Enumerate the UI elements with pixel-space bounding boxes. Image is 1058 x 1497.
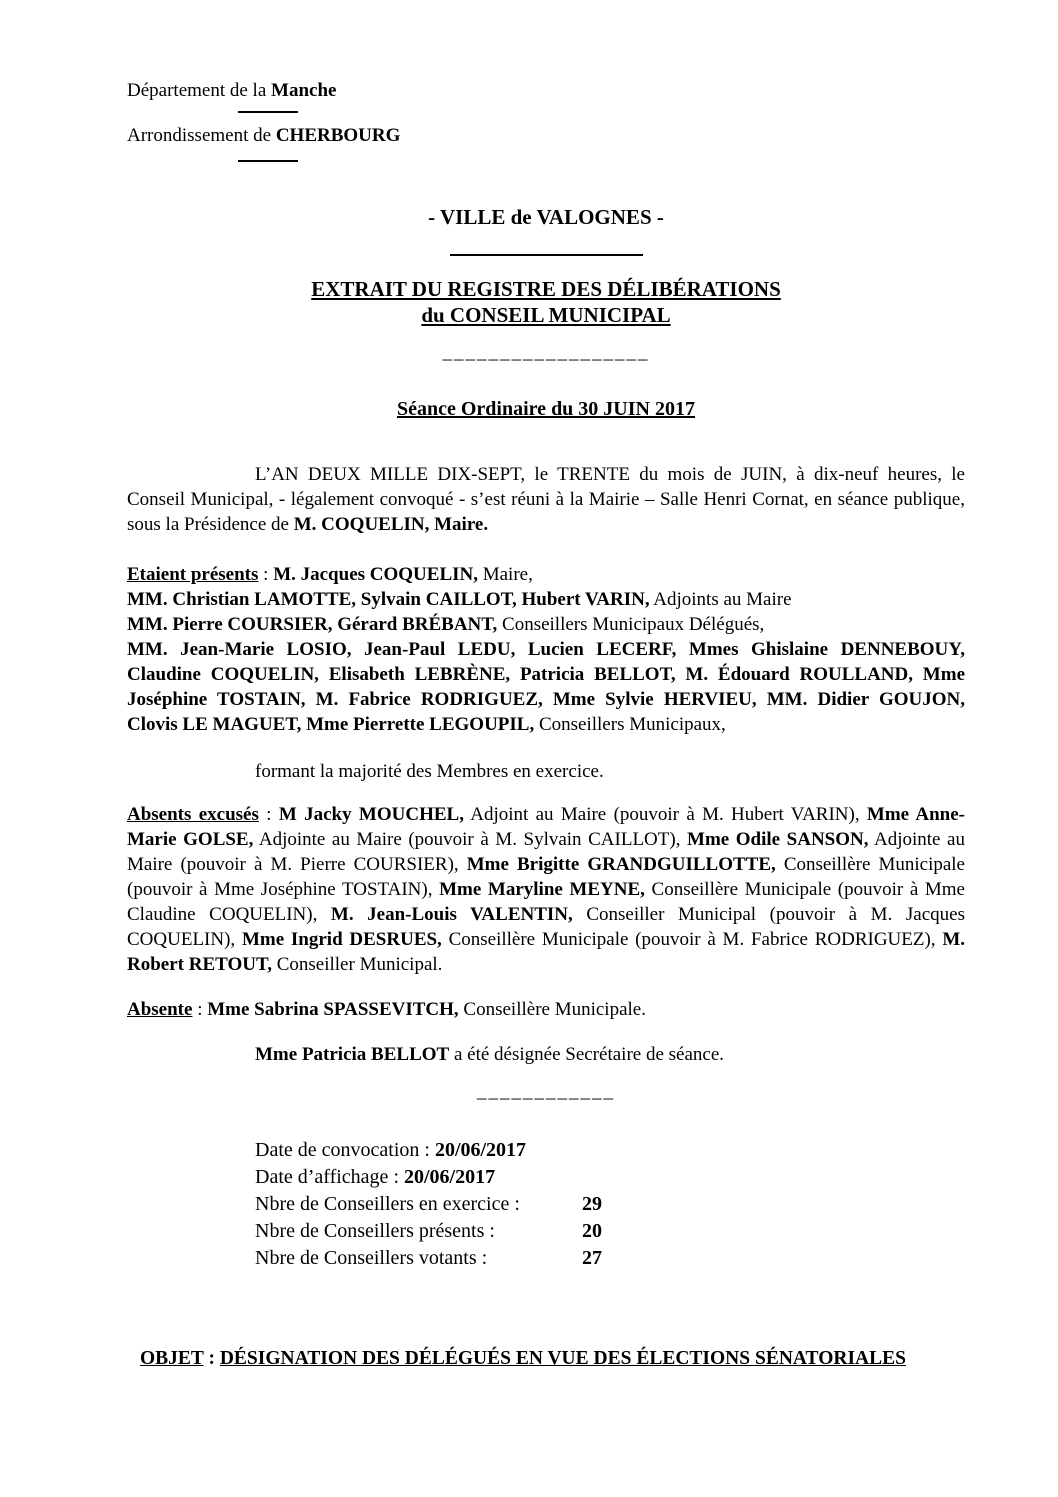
text-segment: Adjoints au Maire bbox=[649, 589, 792, 610]
text-segment: MM. Jean-Marie LOSIO, Jean-Paul LEDU, Lucien LECERF, Mmes Ghislaine DENNEBOUY, Claudine COQUELIN, Elisabeth LEBRÈNE, Patricia BELLOT, M. Édouard ROULLAND, Mme Joséphine TOSTAIN, M. Fabrice RODRIGUEZ, Mme Sylvie HERVIEU, MM. Didier GOUJON, Clovis LE MAGUET, Mme Pierrette LEGOUPIL, bbox=[127, 639, 965, 735]
text-segment: Mme Ingrid DESRUES, bbox=[241, 929, 442, 950]
text-segment: M. Jean-Louis VALENTIN, bbox=[330, 904, 573, 925]
text-segment: Conseillère Municipale (pouvoir à Mme Claudine COQUELIN), bbox=[127, 879, 965, 925]
divider-rule-2 bbox=[238, 160, 298, 162]
dashed-separator-2: ____________ bbox=[477, 1081, 615, 1102]
present-paragraph bbox=[127, 637, 965, 737]
department-line bbox=[127, 78, 965, 103]
text-segment: Mme Sabrina SPASSEVITCH, bbox=[207, 999, 459, 1020]
meta-row-convocation bbox=[255, 1137, 965, 1164]
text-segment: Adjointe au Maire (pouvoir à M. Sylvain CAILLOT), bbox=[253, 829, 688, 850]
meta-row-affichage bbox=[255, 1164, 965, 1191]
text-segment: Conseillers Municipaux, bbox=[534, 714, 726, 735]
text-segment: : bbox=[203, 1348, 220, 1369]
majority-line: formant la majorité des Membres en exercice. bbox=[255, 761, 604, 782]
objet-line bbox=[140, 1346, 965, 1371]
text-segment: Manche bbox=[271, 80, 337, 101]
text-segment: Conseillère Municipale (pouvoir à Mme Joséphine TOSTAIN), bbox=[127, 854, 965, 900]
meta-row-votants bbox=[255, 1245, 965, 1272]
register-title-line2: du CONSEIL MUNICIPAL bbox=[421, 303, 671, 327]
intro-paragraph bbox=[127, 462, 965, 537]
text-segment: Adjoint au Maire (pouvoir à M. Hubert VARIN), bbox=[463, 804, 867, 825]
meta-label: Date de convocation : bbox=[255, 1139, 435, 1161]
register-title-line1: EXTRAIT DU REGISTRE DES DÉLIBÉRATIONS bbox=[311, 277, 781, 301]
text-segment: L’AN DEUX MILLE DIX-SEPT, le TRENTE du mois de JUIN, à dix-neuf heures, le Conseil Municipal, - légalement convoqué - s’est réuni à la Mairie – Salle Henri Cornat, en séance publique, sous la Présidence de bbox=[127, 464, 965, 535]
text-segment: Adjointe au Maire (pouvoir à M. Pierre COURSIER), bbox=[127, 829, 965, 875]
text-segment: MM. Christian LAMOTTE, Sylvain CAILLOT, Hubert VARIN, bbox=[127, 589, 650, 610]
meta-value: 27 bbox=[582, 1247, 602, 1269]
arrondissement-line bbox=[127, 123, 965, 148]
absente-line bbox=[127, 997, 965, 1022]
text-segment: Conseillers Municipaux Délégués, bbox=[497, 614, 765, 635]
text-segment: : bbox=[258, 804, 279, 825]
meta-value: 29 bbox=[582, 1193, 602, 1215]
text-segment: Absents excusés bbox=[127, 804, 259, 825]
text-segment: Conseiller Municipal. bbox=[271, 954, 443, 975]
present-section bbox=[127, 562, 965, 737]
meta-label: Nbre de Conseillers en exercice : bbox=[255, 1193, 520, 1215]
present-line-1 bbox=[127, 562, 965, 587]
text-segment: Maire, bbox=[477, 564, 533, 585]
meta-value: 20/06/2017 bbox=[404, 1166, 496, 1188]
meta-row-presents bbox=[255, 1218, 965, 1245]
text-segment: Absente bbox=[127, 999, 193, 1020]
text-segment: : bbox=[258, 564, 274, 585]
text-segment: Etaient présents bbox=[127, 564, 259, 585]
city-title: - VILLE de VALOGNES - bbox=[428, 205, 664, 229]
text-segment: Département de la bbox=[127, 80, 272, 101]
text-segment: Mme Brigitte GRANDGUILLOTTE, bbox=[466, 854, 776, 875]
text-segment: M Jacky MOUCHEL, bbox=[278, 804, 464, 825]
present-line-2 bbox=[127, 587, 965, 612]
text-segment: M. Jacques COQUELIN, bbox=[273, 564, 478, 585]
text-segment: Conseiller Municipal (pouvoir à M. Jacques COQUELIN), bbox=[127, 904, 965, 950]
divider-rule-1 bbox=[238, 111, 298, 113]
secretary-line bbox=[255, 1042, 965, 1067]
meta-label: Date d’affichage : bbox=[255, 1166, 404, 1188]
text-segment: M. Robert RETOUT, bbox=[127, 929, 966, 975]
present-line-3 bbox=[127, 612, 965, 637]
meta-label: Nbre de Conseillers votants : bbox=[255, 1247, 488, 1269]
text-segment: Mme Patricia BELLOT bbox=[255, 1044, 450, 1065]
text-segment: : bbox=[192, 999, 208, 1020]
dashed-separator-1: __________________ bbox=[442, 342, 650, 363]
meta-label: Nbre de Conseillers présents : bbox=[255, 1220, 495, 1242]
absents-paragraph bbox=[127, 802, 965, 977]
text-segment: Conseillère Municipale (pouvoir à M. Fabrice RODRIGUEZ), bbox=[441, 929, 943, 950]
text-segment: Arrondissement de bbox=[127, 125, 276, 146]
text-segment: OBJET bbox=[140, 1348, 204, 1369]
text-segment: MM. Pierre COURSIER, Gérard BRÉBANT, bbox=[127, 614, 498, 635]
meta-value: 20/06/2017 bbox=[434, 1139, 527, 1161]
text-segment: Mme Odile SANSON, bbox=[687, 829, 869, 850]
text-segment: Conseillère Municipale. bbox=[458, 999, 646, 1020]
text-segment: a été désignée Secrétaire de séance. bbox=[449, 1044, 725, 1065]
divider-rule-3 bbox=[450, 254, 643, 256]
meta-value: 20 bbox=[582, 1220, 602, 1242]
title-block bbox=[127, 204, 965, 422]
text-segment: Mme Anne-Marie GOLSE, bbox=[127, 804, 966, 850]
text-segment: CHERBOURG bbox=[275, 125, 401, 146]
text-segment: M. COQUELIN, Maire. bbox=[293, 514, 489, 535]
session-title: Séance Ordinaire du 30 JUIN 2017 bbox=[397, 398, 695, 420]
text-segment: Mme Maryline MEYNE, bbox=[439, 879, 645, 900]
meta-row-exercice bbox=[255, 1191, 965, 1218]
text-segment: DÉSIGNATION DES DÉLÉGUÉS EN VUE DES ÉLECTIONS SÉNATORIALES bbox=[219, 1348, 906, 1369]
meta-block bbox=[255, 1137, 965, 1272]
